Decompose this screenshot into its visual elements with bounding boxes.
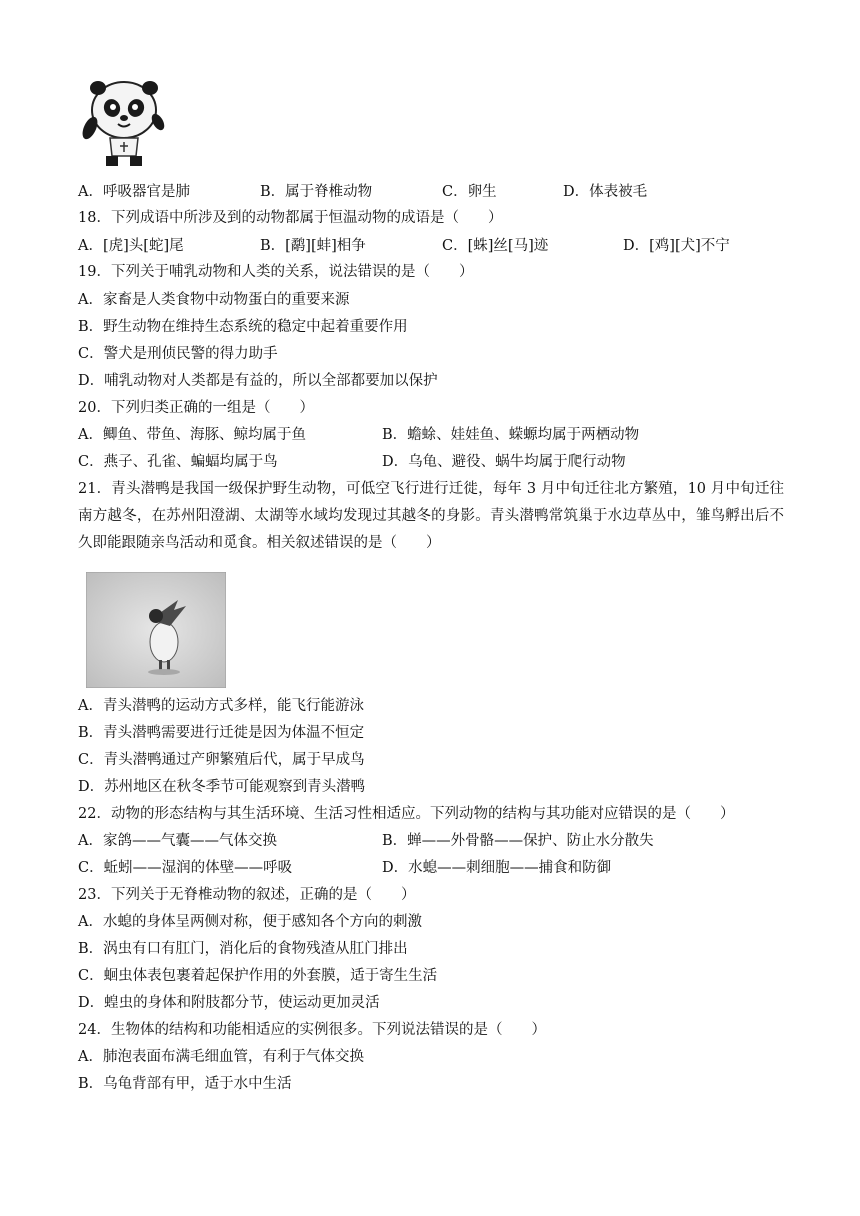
q17-options xyxy=(78,182,798,202)
q17-option-a: A．呼吸器官是肺 xyxy=(78,184,190,200)
duck-photo-image xyxy=(86,572,226,688)
q22-option-a: A．家鸽——气囊——气体交换 xyxy=(78,833,277,849)
q23-stem: 23．下列关于无脊椎动物的叙述，正确的是（ ） xyxy=(78,887,416,903)
q17-option-c: C．卵生 xyxy=(442,184,497,200)
q20-options-row1 xyxy=(78,425,798,445)
q18-option-d: D．[鸡][犬]不宁 xyxy=(623,238,730,254)
q19-stem: 19．下列关于哺乳动物和人类的关系，说法错误的是（ ） xyxy=(78,264,474,280)
q23-option-b: B．涡虫有口有肛门，消化后的食物残渣从肛门排出 xyxy=(78,941,408,957)
q21-option-b: B．青头潜鸭需要进行迁徙是因为体温不恒定 xyxy=(78,725,365,741)
q21-option-a: A．青头潜鸭的运动方式多样，能飞行能游泳 xyxy=(78,698,364,714)
q20-option-d: D．乌龟、避役、蜗牛均属于爬行动物 xyxy=(382,454,626,470)
q20-options-row2 xyxy=(78,452,798,472)
panda-mascot-image xyxy=(80,76,168,172)
q17-option-b: B．属于脊椎动物 xyxy=(260,184,373,200)
q20-option-a: A．鲫鱼、带鱼、海豚、鲸均属于鱼 xyxy=(78,427,306,443)
q22-option-b: B．蝉——外骨骼——保护、防止水分散失 xyxy=(382,833,654,849)
q18-option-a: A．[虎]头[蛇]尾 xyxy=(78,238,184,254)
q18-options xyxy=(78,236,798,256)
q18-option-c: C．[蛛]丝[马]迹 xyxy=(442,238,549,254)
q17-option-d: D．体表被毛 xyxy=(563,184,648,200)
q22-option-d: D．水螅——刺细胞——捕食和防御 xyxy=(382,860,612,876)
q22-option-c: C．蚯蚓——湿润的体壁——呼吸 xyxy=(78,860,293,876)
q23-option-c: C．蛔虫体表包裹着起保护作用的外套膜，适于寄生生活 xyxy=(78,968,438,984)
q23-option-d: D．蝗虫的身体和附肢都分节，使运动更加灵活 xyxy=(78,995,380,1011)
q24-option-b: B．乌龟背部有甲，适于水中生活 xyxy=(78,1076,292,1092)
q22-options-row1 xyxy=(78,831,798,851)
q22-options-row2 xyxy=(78,858,798,878)
q21-stem: 21．青头潜鸭是我国一级保护野生动物，可低空飞行进行迁徙，每年 3 月中旬迁往北方繁殖，10 月中旬迁往南方越冬，在苏州阳澄湖、太湖等水域均发现过其越冬的身影。青头潜鸭常筑巢于水边草丛中，雏鸟孵出后不久即能跟随亲鸟活动和觅食。相关叙述错误的是（ ） xyxy=(78,481,784,551)
q19-option-d: D．哺乳动物对人类都是有益的，所以全部都要加以保护 xyxy=(78,373,438,389)
q22-stem: 22．动物的形态结构与其生活环境、生活习性相适应。下列动物的结构与其功能对应错误的是（ ） xyxy=(78,806,735,822)
q18-stem: 18．下列成语中所涉及到的动物都属于恒温动物的成语是（ ） xyxy=(78,210,503,226)
q19-option-a: A．家畜是人类食物中动物蛋白的重要来源 xyxy=(78,292,350,308)
q21-option-c: C．青头潜鸭通过产卵繁殖后代，属于早成鸟 xyxy=(78,752,365,768)
q19-option-b: B．野生动物在维持生态系统的稳定中起着重要作用 xyxy=(78,319,408,335)
q24-option-a: A．肺泡表面布满毛细血管，有利于气体交换 xyxy=(78,1049,364,1065)
q24-stem: 24．生物体的结构和功能相适应的实例很多。下列说法错误的是（ ） xyxy=(78,1022,546,1038)
q21-option-d: D．苏州地区在秋冬季节可能观察到青头潜鸭 xyxy=(78,779,366,795)
q20-option-b: B．蟾蜍、娃娃鱼、蝾螈均属于两栖动物 xyxy=(382,427,640,443)
q20-option-c: C．燕子、孔雀、蝙蝠均属于鸟 xyxy=(78,454,278,470)
q19-option-c: C．警犬是刑侦民警的得力助手 xyxy=(78,346,278,362)
q20-stem: 20．下列归类正确的一组是（ ） xyxy=(78,400,314,416)
q23-option-a: A．水螅的身体呈两侧对称，便于感知各个方向的刺激 xyxy=(78,914,422,930)
q18-option-b: B．[鹬][蚌]相争 xyxy=(260,238,366,254)
